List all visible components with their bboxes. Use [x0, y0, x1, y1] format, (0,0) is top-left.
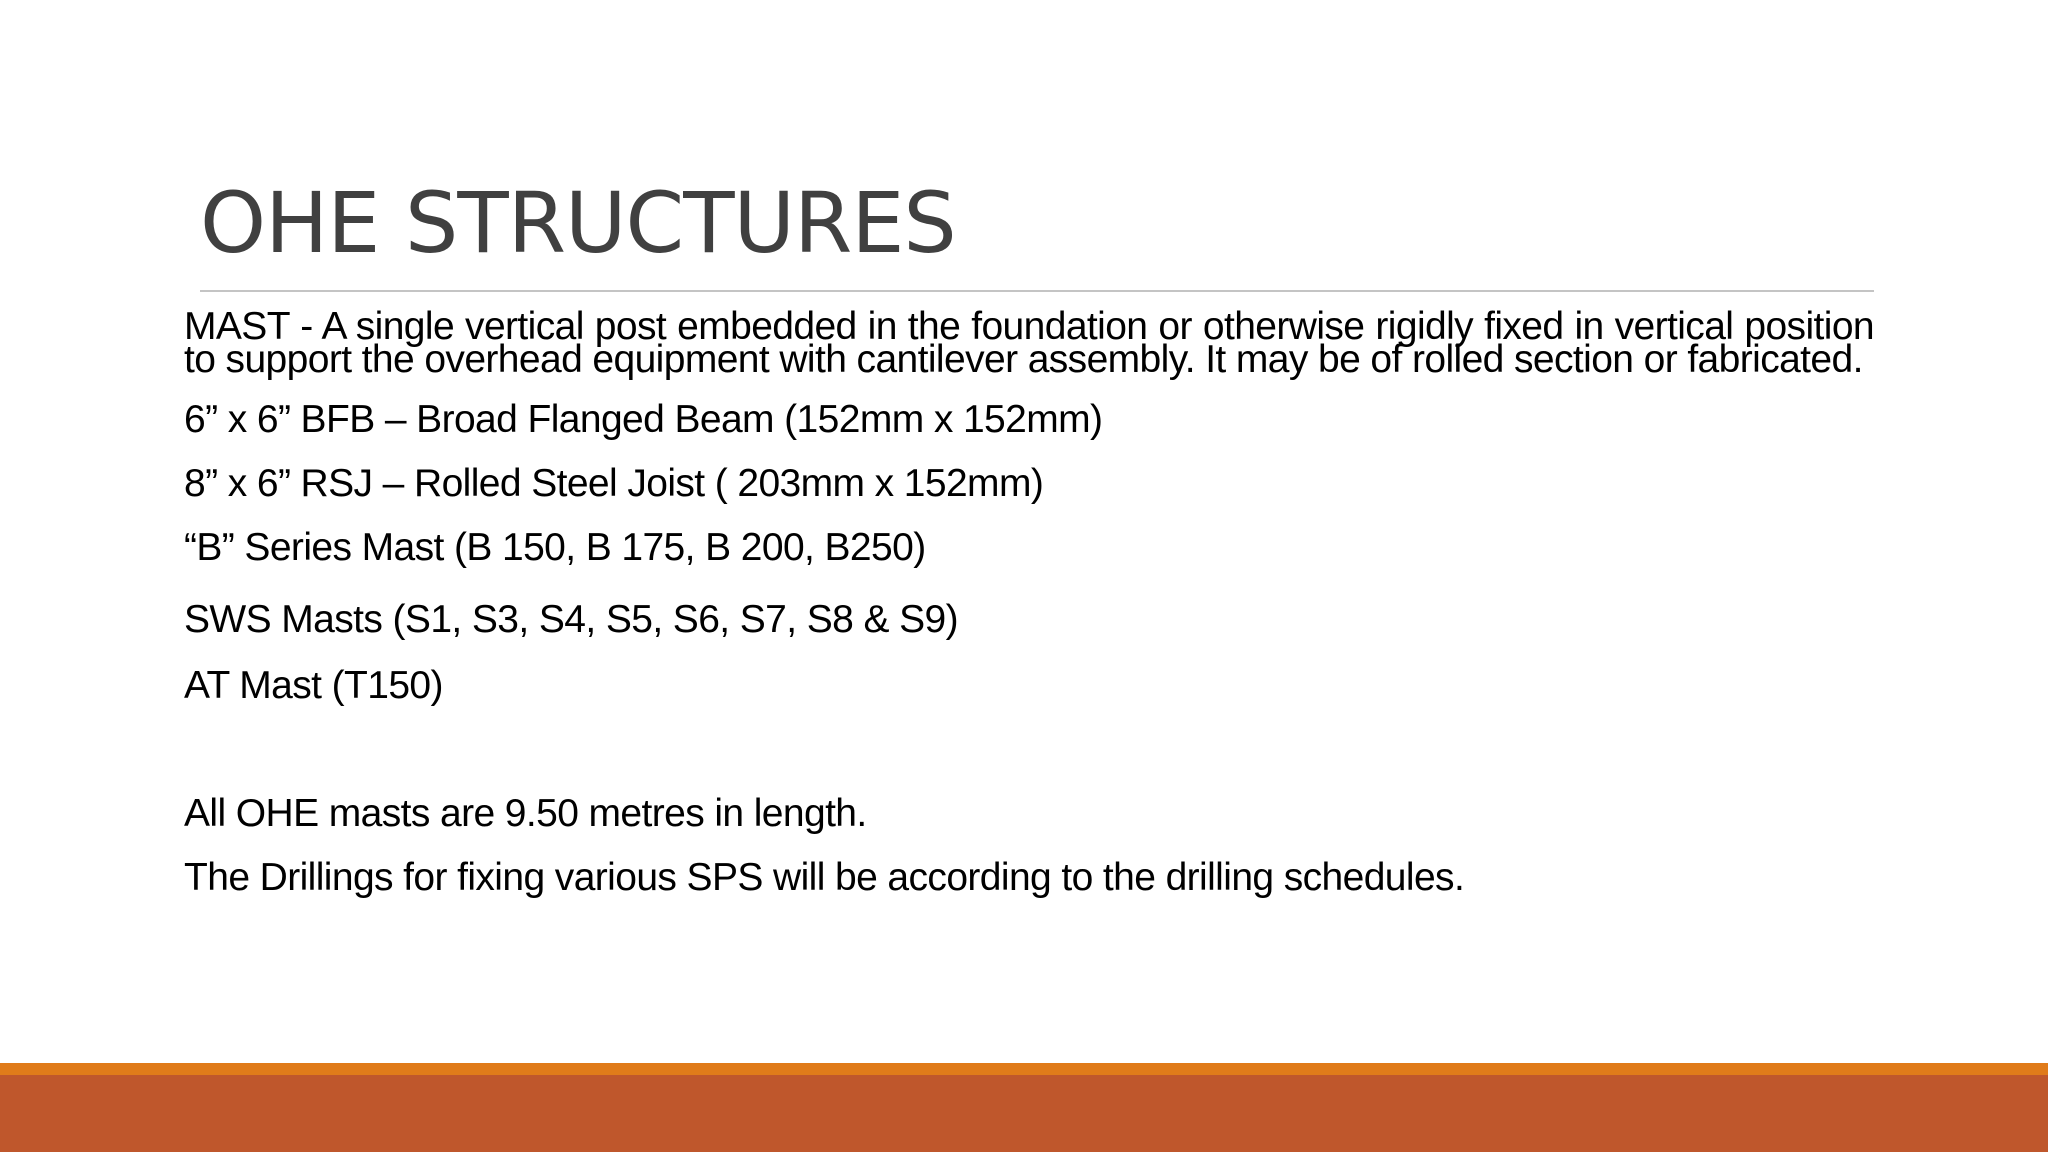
- list-item-sws-masts: SWS Masts (S1, S3, S4, S5, S6, S7, S8 & S9): [184, 598, 959, 641]
- slide-body: [184, 305, 1874, 902]
- footer-accent-stripe: [0, 1063, 2048, 1075]
- list-item-at-mast: AT Mast (T150): [184, 664, 443, 707]
- mast-definition: MAST - A single vertical post embedded in the foundation or otherwise rigidly fixed in vertical position to support the overhead equipment with cantilever assembly. It may be of rolled section or fabricated.: [184, 305, 1874, 381]
- title-divider: [200, 290, 1874, 292]
- list-item-drilling-schedules: The Drillings for fixing various SPS will be according to the drilling schedules.: [184, 856, 1465, 899]
- list-item-mast-length: All OHE masts are 9.50 metres in length.: [184, 792, 867, 835]
- footer-bar: [0, 1075, 2048, 1152]
- list-item-rsj: 8” x 6” RSJ – Rolled Steel Joist ( 203mm x 152mm): [184, 462, 1044, 505]
- slide-title: OHE STRUCTURES: [200, 174, 956, 272]
- list-item-b-series: “B” Series Mast (B 150, B 175, B 200, B250): [184, 526, 926, 569]
- list-item-bfb: 6” x 6” BFB – Broad Flanged Beam (152mm x 152mm): [184, 398, 1103, 441]
